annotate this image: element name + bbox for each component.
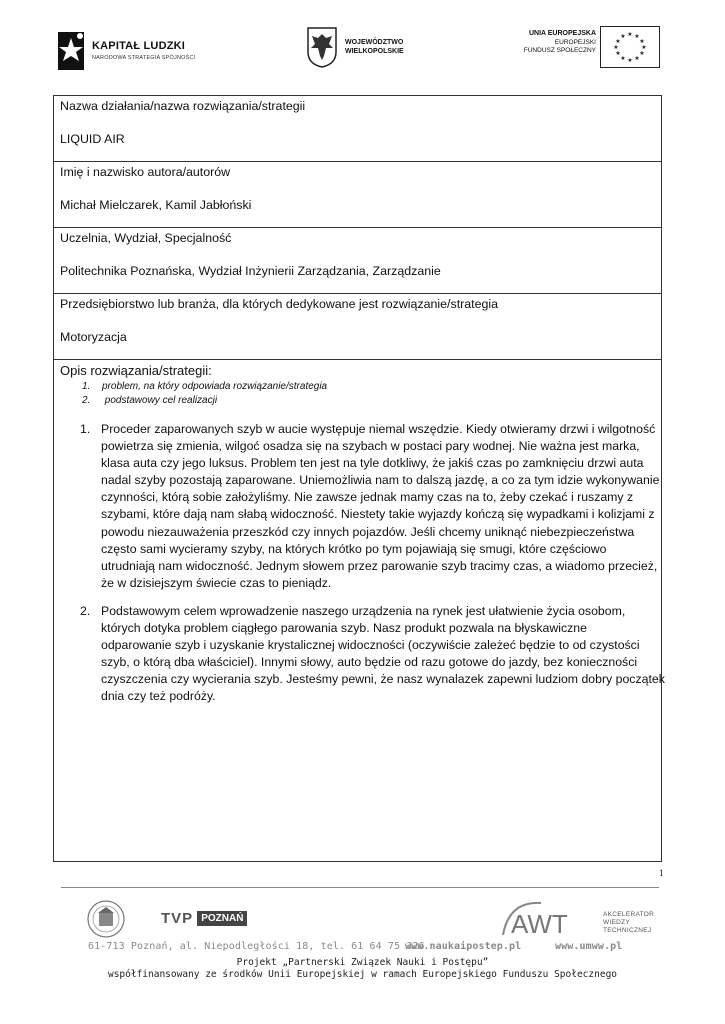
kapital-ludzki-subtitle: NARODOWA STRATEGIA SPÓJNOŚCI: [92, 55, 196, 61]
page-header: [0, 20, 725, 80]
eu-line-1: UNIA EUROPEJSKA: [528, 30, 596, 37]
text-line: że w dzisiejszym świecie czas to pieniądz.: [101, 575, 332, 590]
text-line: czynności, którą sobie założyliśmy. Nie zawsze jednak mamy czas na to, żeby czekać i ruszamy z: [101, 490, 634, 505]
page-number: 1: [659, 868, 664, 878]
sub-item-number: 1.: [82, 381, 91, 392]
form-row-name: [54, 96, 661, 162]
industry-label: Przedsiębiorstwo lub branża, dla których dedykowane jest rozwiązanie/strategia: [60, 297, 499, 311]
sub-item-number: 2.: [82, 395, 91, 406]
tvp-poznan-logo: [161, 910, 247, 927]
university-label: Uczelnia, Wydział, Specjalność: [60, 231, 232, 245]
eu-logo: [500, 26, 660, 76]
description-sub-list: [82, 380, 327, 408]
paragraph-text: [101, 421, 660, 592]
paragraph-text: [101, 603, 665, 706]
sub-item: [82, 380, 327, 394]
text-line: czyszczenia czy wycierania szyb. Jesteśmy pewni, że nasz wynalazek zapewni ludziom dobry początek: [101, 672, 665, 687]
paragraph-number: 1.: [80, 422, 91, 436]
eagle-crest-icon: [305, 26, 339, 68]
svg-text:★: ★: [641, 44, 647, 51]
text-line: Proceder zaparowanych szyb w aucie występuje niemal wszędzie. Kiedy otwieramy drzwi i wilgotność: [101, 422, 656, 436]
tvp-box: POZNAŃ: [197, 911, 247, 926]
svg-text:★: ★: [615, 50, 621, 57]
svg-text:★: ★: [615, 38, 621, 45]
eu-flag-icon: [600, 26, 660, 68]
svg-text:★: ★: [627, 31, 633, 38]
text-line: szybami, które dają nam słabą widoczność. Niestety takie wyjazdy kończą się wypadkami i kolizjami z: [101, 507, 655, 522]
text-line: szyb, o którą dba właściciel). Innymi słowy, auto będzie od razu gotowe do jazdy, bez konieczności: [101, 655, 638, 670]
eu-text: [524, 30, 596, 56]
text-line: nadal szyby pozostają zaparowane. Uniemożliwia nam to dalszą jazdę, a co za tym idzie wykonywanie: [101, 473, 660, 488]
svg-text:★: ★: [634, 55, 640, 62]
svg-text:★: ★: [634, 33, 640, 40]
awt-mark-icon: [495, 897, 595, 939]
footer-website-link[interactable]: www.umww.pl: [555, 941, 623, 952]
project-title: Projekt „Partnerski Związek Nauki i Postępu”: [236, 957, 489, 968]
name-label: Nazwa działania/nazwa rozwiązania/strategii: [60, 99, 306, 113]
text-line: których dotyka problem ciągłego parowania szyb. Nasz produkt pozwala na błyskawiczne: [101, 621, 587, 636]
authors-value: Michał Mielczarek, Kamil Jabłoński: [60, 198, 252, 212]
eu-line-2: EUROPEJSKI: [554, 38, 596, 46]
sub-item-text: problem, na który odpowiada rozwiązanie/strategia: [102, 381, 328, 392]
eu-line-3: FUNDUSZ SPOŁECZNY: [523, 47, 596, 54]
form-row-description: [54, 360, 665, 861]
authors-label: Imię i nazwisko autora/autorów: [60, 165, 231, 179]
text-line: utrudniają nam widoczność. Jednym słowem przez parowanie szyb tracimy czas, a wiadomo przecież,: [101, 558, 658, 573]
svg-text:★: ★: [627, 57, 633, 64]
awt-text: AKCELERATOR WIEDZY TECHNICZNEJ: [603, 911, 655, 934]
svg-text:★: ★: [639, 50, 645, 57]
wojewodztwo-logo: [305, 26, 405, 70]
form-row-industry: [54, 294, 661, 360]
industry-value: Motoryzacja: [60, 330, 127, 344]
sub-item-text: podstawowy cel realizacji: [102, 395, 218, 406]
university-seal-icon: [86, 899, 126, 939]
university-value: Politechnika Poznańska, Wydział Inżynierii Zarządzania, Zarządzanie: [60, 264, 441, 278]
description-label: Opis rozwiązania/strategii:: [60, 363, 212, 378]
wojewodztwo-text: WOJEWÓDZTWO WIELKOPOLSKIE: [345, 39, 404, 55]
svg-text:★: ★: [613, 44, 619, 51]
kapital-ludzki-logo: [56, 26, 206, 74]
project-form: [53, 95, 665, 862]
kapital-ludzki-title: KAPITAŁ LUDZKI: [92, 40, 186, 52]
kapital-ludzki-star-icon: [56, 26, 86, 74]
name-value: LIQUID AIR: [60, 132, 125, 146]
project-funding: współfinansowany ze środków Unii Europejskiej w ramach Europejskiego Funduszu Społecznego: [107, 969, 618, 980]
text-line: powodu niezauważenia przeszkód czy innych pojazdów. Jeśli chcemy uniknąć niebezpieczeństwa: [101, 524, 635, 539]
form-row-university: [54, 228, 661, 294]
text-line: powietrza się zmienia, wilgoć osadza się na szybach w postaci pary wodnej. Nie ważna jest marka,: [101, 439, 640, 454]
svg-text:★: ★: [620, 55, 626, 62]
text-line: klasa auta czy jego luksus. Problem ten jest na tyle dotkliwy, że jakiś czas po zamknięciu drzwi auta: [101, 456, 644, 471]
text-line: dnia czy też podróży.: [101, 689, 216, 704]
awt-logo: [495, 897, 655, 941]
footer-divider: [61, 887, 659, 888]
footer-website-link[interactable]: www.naukaipostep.pl: [405, 941, 522, 952]
paragraph-problem: [80, 421, 660, 592]
footer-address: 61-713 Poznań, al. Niepodległości 18, tel. 61 64 75 326: [88, 941, 425, 952]
paragraph-number: 2.: [80, 604, 91, 618]
tvp-text: TVP: [161, 910, 194, 927]
form-row-authors: [54, 162, 661, 228]
paragraph-goal: [80, 603, 665, 706]
svg-text:AWT: AWT: [511, 909, 568, 939]
svg-text:★: ★: [620, 33, 626, 40]
sub-item: [82, 394, 327, 408]
svg-text:★: ★: [639, 38, 645, 45]
text-line: często sami wycieramy szyby, na których krótko po tym pojawiają się smugi, które częściowo: [101, 541, 607, 556]
text-line: Podstawowym celem wprowadzenie naszego urządzenia na rynek jest ułatwienie życia osobom,: [101, 604, 626, 618]
text-line: odparowanie szyb i uzyskanie krystalicznej widoczności (oczywiście zależeć będzie to od czystości: [101, 638, 640, 653]
